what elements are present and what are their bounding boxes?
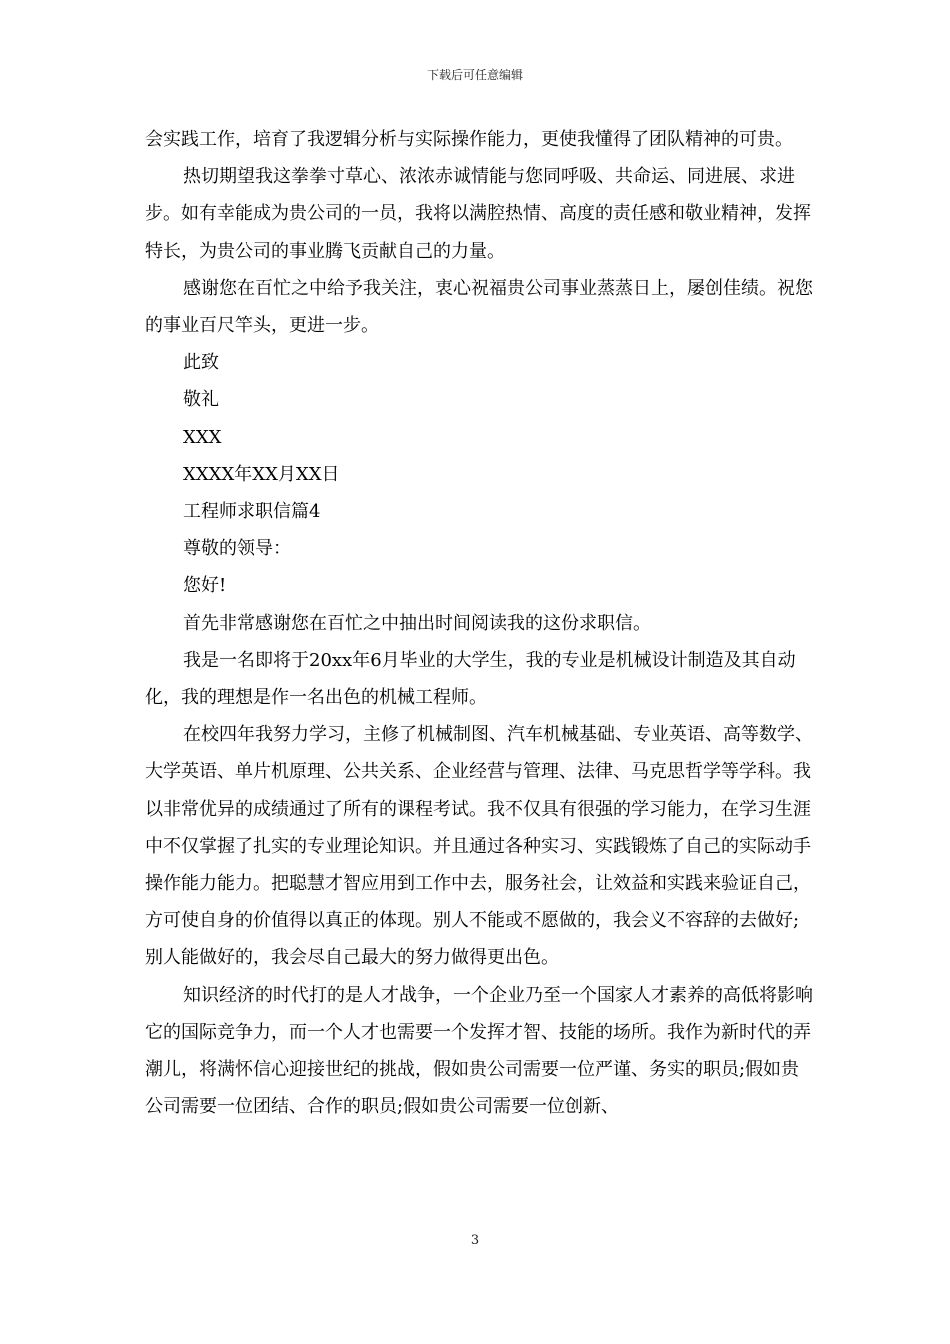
signature-name: XXX (183, 426, 222, 448)
paragraph: 感谢您在百忙之中给予我关注，衷心祝福贵公司事业蒸蒸日上，屡创佳绩。祝您的事业百尺竿头，更进一步。 (145, 277, 813, 337)
paragraph: 热切期望我这拳拳寸草心、浓浓赤诚情能与您同呼吸、共命运、同进展、求进步。如有幸能成为贵公司的一员，我将以满腔热情、高度的责任感和敬业精神，发挥特长，为贵公司的事业腾飞贡献自己的力量。 (145, 166, 811, 262)
paragraph: 我是一名即将于20xx年6月毕业的大学生，我的专业是机械设计制造及其自动化，我的理想是作一名出色的机械工程师。 (145, 649, 796, 709)
greeting: 尊敬的领导： (183, 538, 291, 560)
salutation-regards: 敬礼 (183, 389, 219, 411)
salutation-closing: 此致 (183, 352, 219, 374)
paragraph: 在校四年我努力学习，主修了机械制图、汽车机械基础、专业英语、高等数学、大学英语、单片机原理、公共关系、企业经营与管理、法律、马克思哲学等学科。我以非常优异的成绩通过了所有的课程考试。我不仅具有很强的学习能力，在学习生涯中不仅掌握了扎实的专业理论知识。并且通过各种实习、实践锻炼了自己的实际动手操作能力能力。把聪慧才智应用到工作中去，服务社会，让效益和实践来验证自己，方可使自身的价值得以真正的体现。别人不能或不愿做的，我会义不容辞的去做好;别人能做好的，我会尽自己最大的努力做得更出色。 (145, 724, 813, 969)
section-title: 工程师求职信篇4 (183, 501, 321, 523)
page-number: 3 (470, 1233, 480, 1248)
signature-date: XXXX年XX月XX日 (183, 463, 340, 485)
paragraph: 会实践工作，培育了我逻辑分析与实际操作能力，更使我懂得了团队精神的可贵。 (145, 129, 793, 150)
greeting-hello: 您好! (183, 575, 227, 597)
page-header: 下载后可任意编辑 (426, 68, 523, 82)
paragraph: 首先非常感谢您在百忙之中抽出时间阅读我的这份求职信。 (183, 612, 651, 634)
document-body (145, 121, 815, 1125)
paragraph: 知识经济的时代打的是人才战争，一个企业乃至一个国家人才素养的高低将影响它的国际竞争力，而一个人才也需要一个发挥才智、技能的场所。我作为新时代的弄潮儿，将满怀信心迎接世纪的挑战，假如贵公司需要一位严谨、务实的职员;假如贵公司需要一位团结、合作的职员;假如贵公司需要一位创新、 (145, 984, 813, 1118)
